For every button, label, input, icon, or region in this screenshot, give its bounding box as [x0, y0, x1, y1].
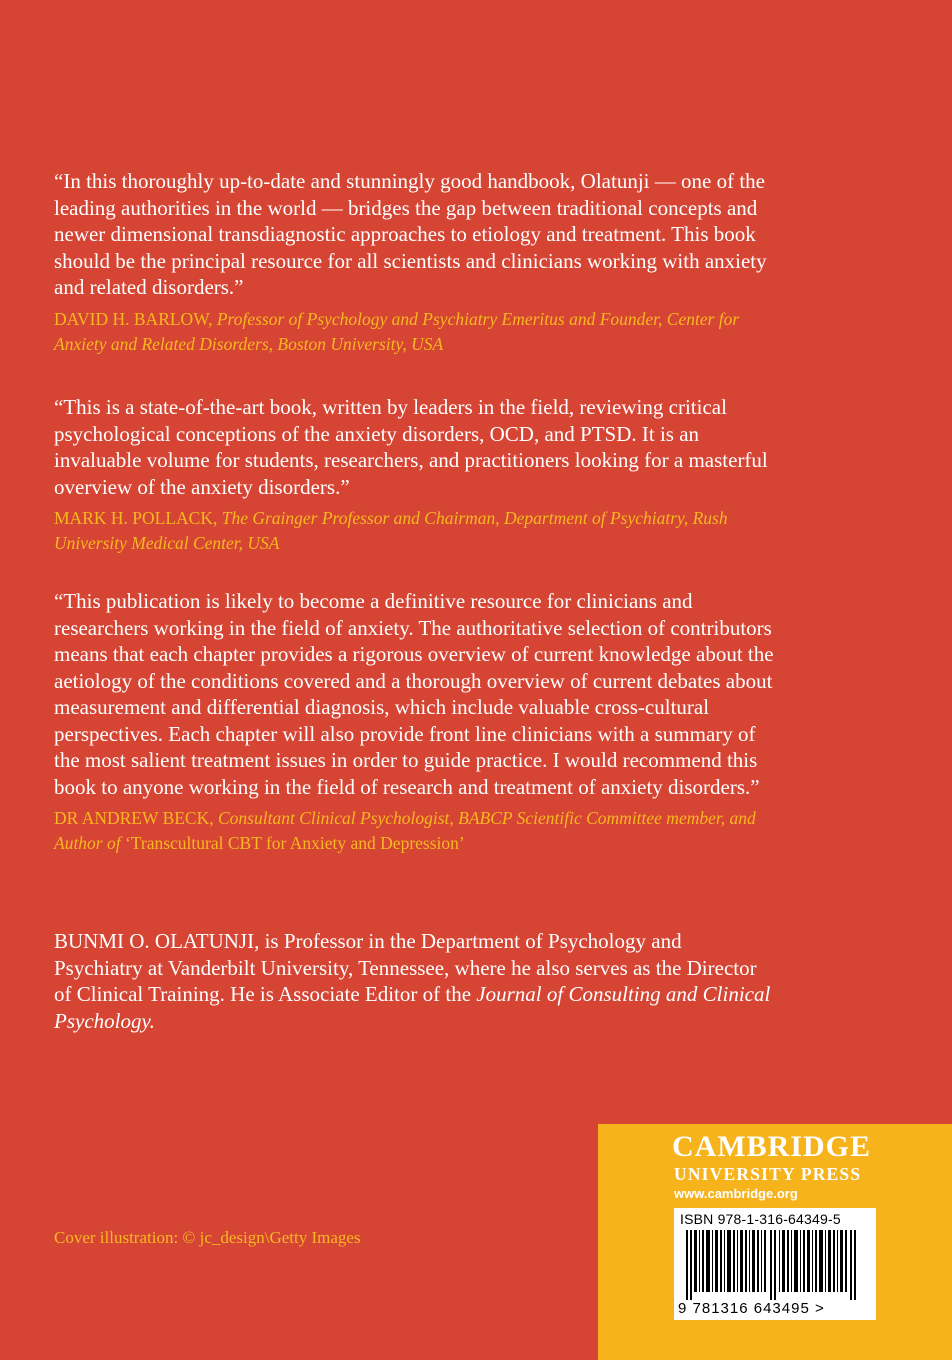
- endorser-book-title: ‘Transcultural CBT for Anxiety and Depression’: [124, 833, 465, 853]
- endorsement-quote: “In this thoroughly up-to-date and stunningly good handbook, Olatunji — one of the leading authorities in the world — bridges the gap between traditional concepts and newer dimensional transdiagnostic approaches to etiology and treatment. This book should be the principal resource for all scientists and clinicians working with anxiety and related disorders.”: [54, 169, 767, 299]
- endorsement-attribution: [54, 806, 774, 856]
- barcode-box: [674, 1208, 876, 1320]
- endorser-name: MARK H. POLLACK,: [54, 508, 218, 528]
- barcode-digits: 9 781316 643495 >: [678, 1300, 825, 1317]
- endorser-name: DAVID H. BARLOW,: [54, 308, 213, 329]
- publisher-panel: [598, 1124, 952, 1360]
- publisher-logo: CAMBRIDGE: [672, 1130, 872, 1163]
- endorsement-attribution: [54, 307, 774, 357]
- endorsement-2: [54, 394, 774, 556]
- author-bio: [54, 928, 774, 1034]
- endorsement-1: [54, 168, 774, 357]
- endorser-role: Consultant Clinical Psychologist, BABCP Scientific Committee member, and Author of: [54, 808, 756, 853]
- endorsement-quote: “This is a state-of-the-art book, written by leaders in the field, reviewing critical psychological conceptions of the anxiety disorders, OCD, and PTSD. It is an invaluable volume for students, researchers, and practitioners looking for a masterful overview of the anxiety disorders.”: [54, 395, 768, 499]
- endorsement-attribution: [54, 506, 774, 556]
- endorsement-quote: “This publication is likely to become a definitive resource for clinicians and researchers working in the field of anxiety. The authoritative selection of contributors means that each chapter provides a rigorous overview of current knowledge about the aetiology of the conditions covered and a thorough overview of current debates about measurement and differential diagnosis, which include valuable cross-cultural perspectives. Each chapter will also provide front line clinicians with a summary of the most salient treatment issues in order to guide practice. I would recommend this book to anyone working in the field of research and treatment of anxiety disorders.”: [54, 589, 774, 799]
- endorser-role: The Grainger Professor and Chairman, Department of Psychiatry, Rush University Medical Center, USA: [54, 508, 728, 553]
- publisher-url[interactable]: www.cambridge.org: [674, 1186, 798, 1201]
- endorser-role: Professor of Psychology and Psychiatry Emeritus and Founder, Center for Anxiety and Related Disorders, Boston University, USA: [54, 308, 740, 354]
- author-bio-journal: Journal of Consulting and Clinical Psychology.: [54, 982, 771, 1033]
- isbn-number: ISBN 978-1-316-64349-5: [680, 1211, 841, 1227]
- publisher-press: UNIVERSITY PRESS: [674, 1164, 862, 1184]
- endorser-name: DR ANDREW BECK,: [54, 808, 214, 828]
- endorsement-3: [54, 588, 774, 856]
- barcode-icon: [680, 1230, 870, 1300]
- author-bio-text: BUNMI O. OLATUNJI, is Professor in the Department of Psychology and Psychiatry at Vanderbilt University, Tennessee, where he also serves as the Director of Clinical Training. He is Associate Editor of the: [54, 929, 757, 1006]
- cover-credit: Cover illustration: © jc_design\Getty Images: [54, 1228, 361, 1247]
